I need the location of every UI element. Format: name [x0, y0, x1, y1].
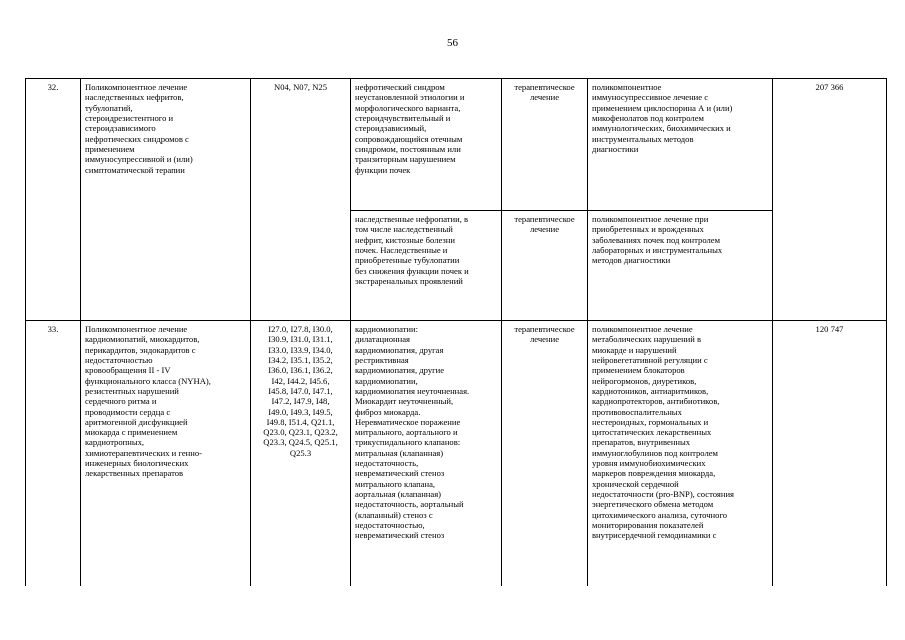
table-row — [26, 321, 887, 586]
page-number: 56 — [447, 37, 458, 49]
treatment-type: терапевтическое лечение — [502, 321, 588, 586]
patient-model: кардиомиопатии: дилатационная кардиомиопатия, другая рестриктивная кардиомиопатия, другие кардиомиопатии, кардиомиопатия неуточненная. Миокардит неуточненный, фиброз миокарда. Неревматическое поражение митрального, аортального и трикуспидального клапанов: митральная (клапанная) недостаточность, неврематический стеноз митрального клапана, аортальная (клапанная) недостаточность, аортальный (клапанный) стеноз с недостаточностью, неврематический стеноз — [351, 321, 502, 586]
treatment-name: Поликомпонентное лечение наследственных нефритов, тубулопатий, стероидрезистентного и стероидзависимого нефротических синдромов с применением иммуносупрессивной и (или) симптоматической терапии — [81, 79, 251, 321]
row-number: 33. — [26, 321, 81, 586]
cost-value: 207 366 — [773, 79, 887, 321]
treatment-name: Поликомпонентное лечение кардиомиопатий, миокардитов, перикардитов, эндокардитов с недостаточностью кровообращения II - IV функционального класса (NYHA), резистентных нарушений сердечного ритма и проводимости сердца с аритмогенной дисфункцией миокарда с применением кардиотропных, химиотерапевтических и генно- инженерных биологических лекарственных препаратов — [81, 321, 251, 586]
icd-codes: N04, N07, N25 — [251, 79, 351, 321]
treatment-method: поликомпонентное лечение метаболических нарушений в миокарде и нарушений нейровегетативной регуляции с применением блокаторов нейрогормонов, диуретиков, кардиотоников, антиаритмиков, кардиопротекторов, антибиотиков, противовоспалительных нестероидных, гормональных и цитостатических лекарственных препаратов, внутривенных иммуноглобулинов под контролем уровня иммунобиохимических маркеров повреждения миокарда, хронической сердечной недостаточности (pro-BNP), состояния энергетического обмена методом цитохимического анализа, суточного мониторирования показателей внутрисердечной гемодинамики с — [588, 321, 773, 586]
icd-codes: I27.0, I27.8, I30.0, I30.9, I31.0, I31.1, I33.0, I33.9, I34.0, I34.2, I35.1, I35.2, I36.0, I36.1, I36.2, I42, I44.2, I45.6, I45.8, I47.0, I47.1, I47.2, I47.9, I48, I49.0, I49.3, I49.5, I49.8, I51.4, Q21.1, Q23.0, Q23.1, Q23.2, Q23.3, Q24.5, Q25.1, Q25.3 — [251, 321, 351, 586]
patient-model: нефротический синдром неустановленной этиологии и морфологического варианта, стероидчувствительный и стероидзависимый, сопровождающийся отечным синдромом, постоянным или транзиторным нарушением функции почек — [351, 79, 502, 211]
row-number: 32. — [26, 79, 81, 321]
treatment-table — [25, 78, 887, 586]
cost-value: 120 747 — [773, 321, 887, 586]
treatment-type: терапевтическое лечение — [502, 79, 588, 211]
table-row — [26, 79, 887, 211]
treatment-method: поликомпонентное лечение при приобретенных и врожденных заболеваниях почек под контролем лабораторных и инструментальных методов диагностики — [588, 211, 773, 321]
patient-model: наследственные нефропатии, в том числе наследственный нефрит, кистозные болезни почек. Наследственные и приобретенные тубулопатии без снижения функции почек и экстраренальных проявлений — [351, 211, 502, 321]
treatment-method: поликомпонентное иммуносупрессивное лечение с применением циклоспорина А и (или) микофенолатов под контролем иммунологических, биохимических и инструментальных методов диагностики — [588, 79, 773, 211]
treatment-type: терапевтическое лечение — [502, 211, 588, 321]
